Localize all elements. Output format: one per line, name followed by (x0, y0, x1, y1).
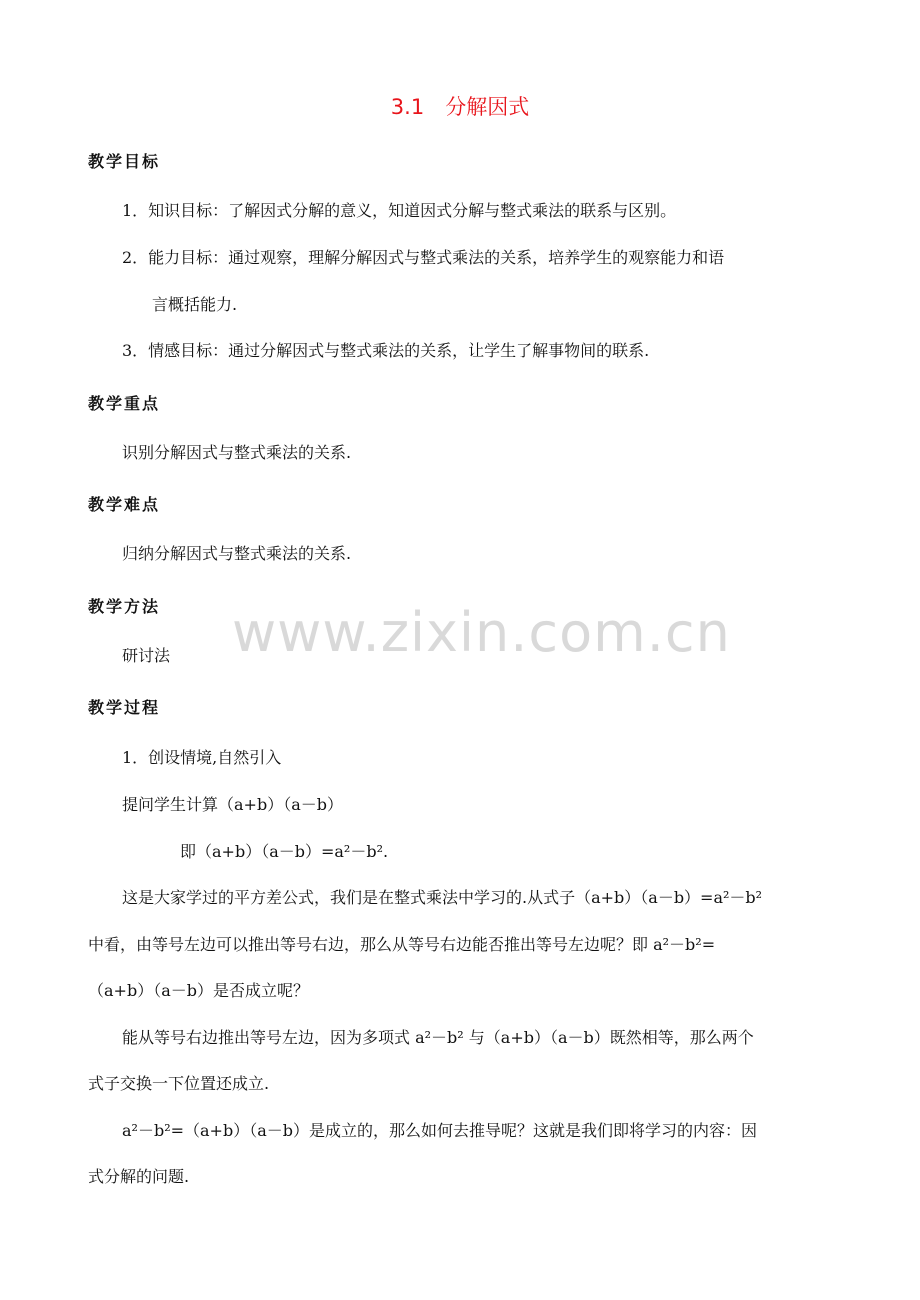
key-text: 识别分解因式与整式乘法的关系. (122, 443, 352, 462)
watermark: www.zixin.com.cn (232, 601, 731, 664)
process-line: 式子交换一下位置还成立. (88, 1074, 270, 1093)
process-line: 1．创设情境,自然引入 (122, 748, 282, 767)
process-line: 提问学生计算（a+b）（a－b） (122, 795, 343, 814)
method-text: 研讨法 (122, 646, 171, 665)
process-line: （a+b）（a－b）是否成立呢？ (88, 981, 309, 1000)
section-heading-process: 教学过程 (88, 698, 161, 717)
process-line: a²－b²=（a+b）（a－b）是成立的，那么如何去推导呢？这就是我们即将学习的内容：因 (122, 1121, 757, 1140)
process-formula: 即（a+b）（a－b）=a²－b². (180, 842, 389, 861)
goal-item: 3．情感目标：通过分解因式与整式乘法的关系，让学生了解事物间的联系. (122, 341, 650, 360)
section-heading-key: 教学重点 (88, 394, 161, 413)
process-line: 中看，由等号左边可以推出等号右边，那么从等号右边能否推出等号左边呢？即 a²－b²= (88, 935, 716, 954)
section-heading-difficulty: 教学难点 (88, 495, 161, 514)
section-heading-goals: 教学目标 (88, 152, 161, 171)
goal-item: 2．能力目标：通过观察，理解分解因式与整式乘法的关系，培养学生的观察能力和语 (122, 248, 725, 267)
process-line: 式分解的问题. (88, 1167, 190, 1186)
process-line: 这是大家学过的平方差公式，我们是在整式乘法中学习的.从式子（a+b）（a－b）=a²－b² (122, 888, 763, 907)
document-title: 3.1 分解因式 (390, 95, 530, 119)
difficulty-text: 归纳分解因式与整式乘法的关系. (122, 544, 352, 563)
goal-item: 1．知识目标：了解因式分解的意义，知道因式分解与整式乘法的联系与区别。 (122, 201, 677, 220)
process-line: 能从等号右边推出等号左边，因为多项式 a²－b² 与（a+b）（a－b）既然相等，那么两个 (122, 1028, 754, 1047)
goal-item-continuation: 言概括能力. (152, 295, 238, 314)
section-heading-method: 教学方法 (88, 597, 161, 616)
